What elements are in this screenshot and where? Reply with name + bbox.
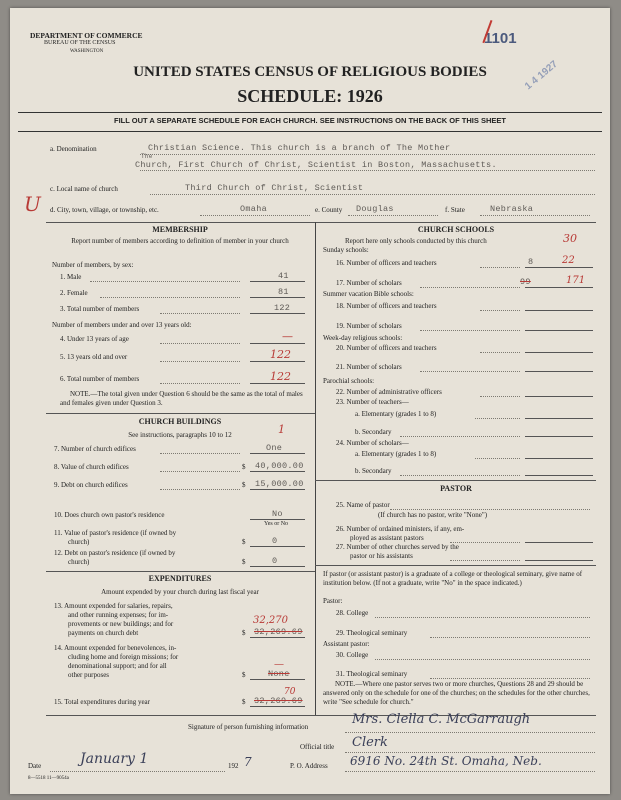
q7-red-mark: 1 [278, 423, 285, 436]
signature-value: Mrs. Clella C. McGarraugh [352, 712, 531, 727]
yes-no-hint: Yes or No [264, 521, 289, 527]
q21-label: 21. Number of scholars [336, 363, 402, 371]
local-name-value: Third Church of Christ, Scientist [185, 183, 364, 193]
city-value: Omaha [240, 204, 268, 214]
schedule-year: SCHEDULE: 1926 [237, 86, 383, 106]
q10-answer-line [250, 519, 305, 520]
q23b-dots [400, 436, 520, 437]
q26-answer-line [525, 542, 593, 543]
q10-residence-value: No [272, 509, 283, 519]
city-field-label: d. City, town, village, or township, etc. [50, 206, 159, 214]
q20-label: 20. Number of officers and teachers [336, 344, 437, 352]
q7-edifices-value: One [266, 443, 283, 453]
schools-heading: CHURCH SCHOOLS [417, 225, 495, 234]
q19-label: 19. Number of scholars [336, 322, 402, 330]
column-divider [315, 222, 316, 715]
q11-label-1: 11. Value of pastor's residence (if owned by [54, 529, 177, 537]
local-name-label: c. Local name of church [50, 185, 118, 193]
q29-line [430, 637, 590, 638]
membership-intro: Report number of members according to definition of member in your church [71, 237, 289, 245]
address-label: P. O. Address [290, 762, 328, 770]
members-by-sex-label: Number of members, by sex: [52, 261, 134, 269]
q16-answer-line [525, 267, 593, 268]
q1-male-label: 1. Male [60, 273, 82, 281]
department-label: DEPARTMENT OF COMMERCE [30, 31, 143, 40]
date-value: January 1 [80, 751, 149, 767]
q3-dots [160, 313, 240, 314]
county-value: Douglas [356, 204, 394, 214]
q30-label: 30. College [336, 651, 369, 659]
q17-answer-line [525, 287, 593, 288]
sunday-schools-label: Sunday schools: [323, 246, 369, 254]
official-title-value: Clerk [352, 735, 388, 750]
q18-label: 18. Number of officers and teachers [336, 302, 437, 310]
q13-label-1: 13. Amount expended for salaries, repairs, [54, 602, 173, 610]
q7-answer-line [250, 453, 305, 454]
q7-edifices-label: 7. Number of church edifices [54, 445, 136, 453]
q19-answer-line [525, 330, 593, 331]
q11-label-2: church) [68, 538, 90, 546]
state-label: f. State [445, 206, 465, 214]
q1-male-value: 41 [278, 271, 289, 281]
county-label: e. County [315, 206, 343, 214]
q17-dots [420, 287, 520, 288]
q24a-answer-line [525, 458, 593, 459]
q28-line [375, 617, 590, 618]
q19-dots [420, 330, 520, 331]
q13-label-3: provements or new buildings; and for [68, 620, 174, 628]
q24-label: 24. Number of scholars— [336, 439, 409, 447]
county-line [348, 215, 438, 216]
q24b-answer-line [525, 475, 593, 476]
signature-label: Signature of person furnishing information [188, 723, 309, 731]
q12-label-1: 12. Debt on pastor's residence (if owned by [54, 549, 176, 557]
q23a-answer-line [525, 418, 593, 419]
q3-answer-line [250, 313, 305, 314]
q8-answer-line [250, 471, 305, 472]
q14-label-1: 14. Amount expended for benevolences, in- [54, 644, 177, 652]
q26-dots [450, 542, 520, 543]
q22-dots [480, 396, 520, 397]
q8-value-value: 40,000.00 [255, 461, 304, 471]
q29-label: 29. Theological seminary [336, 629, 408, 637]
q24a-label: a. Elementary (grades 1 to 8) [355, 450, 437, 458]
schools-intro-mark: 30 [563, 232, 577, 245]
q13-value: 32,269.69 [254, 627, 303, 637]
q2-female-value: 81 [278, 287, 289, 297]
expenditures-heading: EXPENDITURES [148, 574, 212, 583]
weekday-schools-label: Week-day religious schools: [323, 334, 403, 342]
q16-dots [480, 267, 520, 268]
q30-line [375, 659, 590, 660]
q17-label: 17. Number of scholars [336, 279, 402, 287]
q27-label-1: 27. Number of other churches served by the [336, 543, 459, 551]
q8-dots [160, 471, 240, 472]
q4-answer-line [250, 343, 305, 344]
date-label: Date [28, 762, 42, 770]
q5-dots [160, 361, 240, 362]
pastor-heading: PASTOR [440, 484, 472, 493]
signature-line [345, 732, 595, 733]
q11-value: 0 [272, 536, 278, 546]
q26-label-1: 26. Number of ordained ministers, if any, em- [336, 525, 465, 533]
address-value: 6916 No. 24th St. Omaha, Neb. [350, 754, 542, 768]
q27-dots [450, 560, 520, 561]
membership-note: NOTE.—The total given under Question 6 should be the same as the total of males and females given under Question 3. [60, 390, 303, 407]
q9-debt-label: 9. Debt on church edifices [54, 481, 128, 489]
q21-dots [420, 371, 520, 372]
state-line [480, 215, 590, 216]
expenditures-top-rule [46, 571, 315, 572]
q24b-label: b. Secondary [355, 467, 392, 475]
q9-dollar-sign: $ [242, 481, 246, 489]
form-title: UNITED STATES CENSUS OF RELIGIOUS BODIES [133, 64, 487, 80]
q6-answer-line [250, 383, 305, 384]
under-over-label: Number of members under and over 13 years old: [52, 321, 192, 329]
q13-label-2: and other running expenses; for im- [68, 611, 169, 619]
q15-dollar-sign: $ [242, 698, 246, 706]
denomination-value-2: Church, First Church of Christ, Scientist in Boston, Massachusetts. [135, 160, 497, 170]
denomination-line-2 [140, 170, 595, 171]
q14-answer-line [250, 679, 305, 680]
city-line [200, 215, 310, 216]
bureau-label: BUREAU OF THE CENSUS [44, 40, 116, 46]
q4-under-13-value: — [282, 330, 293, 343]
state-value: Nebraska [490, 204, 534, 214]
q4-dots [160, 343, 240, 344]
q13-answer-line [250, 637, 305, 638]
q12-value: 0 [272, 556, 278, 566]
q12-label-2: church) [68, 558, 90, 566]
local-name-line [150, 194, 595, 195]
buildings-intro: See instructions, paragraphs 10 to 12 [128, 431, 232, 439]
margin-mark: U [24, 192, 41, 216]
form-number: 8—5518 11—9054a [28, 776, 69, 781]
expenditures-intro: Amount expended by your church during last fiscal year [101, 588, 259, 596]
q23a-label: a. Elementary (grades 1 to 8) [355, 410, 437, 418]
q6-total-value: 122 [270, 370, 291, 383]
denomination-value-1: Christian Science. This church is a branch of The Mother [148, 143, 451, 153]
q10-residence-label: 10. Does church own pastor's residence [54, 511, 165, 519]
parochial-schools-label: Parochial schools: [323, 377, 375, 385]
q25-line [390, 509, 590, 510]
q5-over-13-label: 5. 13 years old and over [60, 353, 128, 361]
header-divider [18, 112, 602, 113]
graduate-note: If pastor (or assistant pastor) is a graduate of a college or theological seminary, give name of institution below. (If not a graduate, write "No" in the space indicated.) [323, 570, 583, 587]
graduate-top-rule [315, 565, 596, 566]
q9-answer-line [250, 489, 305, 490]
q18-answer-line [525, 310, 593, 311]
q27-answer-line [525, 560, 593, 561]
schools-intro: Report here only schools conducted by this church [345, 237, 487, 245]
q15-value: 32,269.69 [254, 696, 303, 706]
q8-value-label: 8. Value of church edifices [54, 463, 129, 471]
q25-label: 25. Name of pastor [336, 501, 390, 509]
denomination-line-1 [140, 154, 595, 155]
vacation-schools-label: Summer vacation Bible schools: [323, 290, 414, 298]
denomination-label: a. Denomination [50, 145, 97, 153]
pastor-top-rule [315, 480, 596, 481]
q15-red-value: 70 [284, 687, 296, 697]
q12-answer-line [250, 566, 305, 567]
q4-under-13-label: 4. Under 13 years of age [60, 335, 129, 343]
q11-dollar-sign: $ [242, 538, 246, 546]
membership-heading: MEMBERSHIP [152, 225, 208, 234]
q3-total-label: 3. Total number of members [60, 305, 140, 313]
city-label: WASHINGTON [70, 49, 104, 54]
q6-total-label: 6. Total number of members [60, 375, 140, 383]
schedule-number-stamp: 1101 [484, 30, 517, 47]
denomination-insert: The [141, 153, 153, 160]
q22-label: 22. Number of administrative officers [336, 388, 442, 396]
q8-dollar-sign: $ [242, 463, 246, 471]
q26-label-2: ployed as assistant pastors [350, 534, 424, 542]
pastor-note: NOTE.—Where one pastor serves two or more churches, Questions 28 and 29 should be answered only on the schedule for one of the churches; on the schedules for the other churches, write "See schedule for church." [323, 680, 590, 706]
year-value: 7 [244, 755, 252, 769]
q23a-dots [475, 418, 520, 419]
q13-label-4: payments on church debt [68, 629, 139, 637]
q14-label-3: denominational support; and for all [68, 662, 167, 670]
q23b-label: b. Secondary [355, 428, 392, 436]
date-line [50, 771, 225, 772]
q23b-answer-line [525, 436, 593, 437]
official-title-label: Official title [300, 743, 335, 751]
buildings-heading: CHURCH BUILDINGS [138, 417, 222, 426]
q18-dots [480, 310, 520, 311]
q20-dots [480, 352, 520, 353]
q20-answer-line [525, 352, 593, 353]
q14-dollar-sign: $ [242, 671, 246, 679]
q31-line [430, 678, 590, 679]
q17-value: 99 [520, 277, 531, 287]
q6-dots [160, 383, 240, 384]
q23-label: 23. Number of teachers— [336, 398, 409, 406]
q16-value: 8 [528, 257, 534, 267]
q14-label-2: cluding home and foreign missions; for [68, 653, 179, 661]
q17-red-value: 171 [566, 275, 586, 286]
q27-label-2: pastor or his assistants [350, 552, 413, 560]
q1-dots [90, 281, 240, 282]
q14-value: None [268, 669, 290, 679]
q22-answer-line [525, 396, 593, 397]
address-line [345, 771, 595, 772]
columns-top-rule [46, 222, 596, 223]
q16-label: 16. Number of officers and teachers [336, 259, 437, 267]
instruction-divider [18, 131, 602, 132]
q24b-dots [400, 475, 520, 476]
q14-label-4: other purposes [68, 671, 110, 679]
separate-schedule-instruction: FILL OUT A SEPARATE SCHEDULE FOR EACH CHURCH. SEE INSTRUCTIONS ON THE BACK OF THIS SHEET [114, 116, 506, 125]
q14-red-value: — [274, 659, 284, 670]
q5-answer-line [250, 361, 305, 362]
received-date-stamp: 1 4 1927 [523, 58, 560, 93]
q1-answer-line [250, 281, 305, 282]
q15-total-label: 15. Total expenditures during year [54, 698, 150, 706]
q28-label: 28. College [336, 609, 369, 617]
official-title-line [345, 752, 595, 753]
census-schedule-form [10, 8, 610, 794]
q24a-dots [475, 458, 520, 459]
q9-debt-value: 15,000.00 [255, 479, 304, 489]
year-prefix: 192 [228, 762, 239, 770]
q25-hint: (If church has no pastor, write "None") [378, 511, 488, 519]
q16-red-value: 22 [562, 255, 575, 266]
q11-answer-line [250, 546, 305, 547]
q2-female-label: 2. Female [60, 289, 88, 297]
assistant-subheading: Assistant pastor: [323, 640, 370, 648]
q2-dots [100, 297, 240, 298]
q9-dots [160, 489, 240, 490]
q7-dots [160, 453, 240, 454]
q12-dollar-sign: $ [242, 558, 246, 566]
q5-over-13-value: 122 [270, 348, 291, 361]
pastor-subheading: Pastor: [323, 597, 343, 605]
q2-answer-line [250, 297, 305, 298]
q31-label: 31. Theological seminary [336, 670, 408, 678]
buildings-top-rule [46, 413, 315, 414]
q21-answer-line [525, 371, 593, 372]
q3-total-value: 122 [274, 303, 291, 313]
q13-dollar-sign: $ [242, 629, 246, 637]
q15-answer-line [250, 706, 305, 707]
q13-red-value: 32,270 [253, 615, 288, 626]
